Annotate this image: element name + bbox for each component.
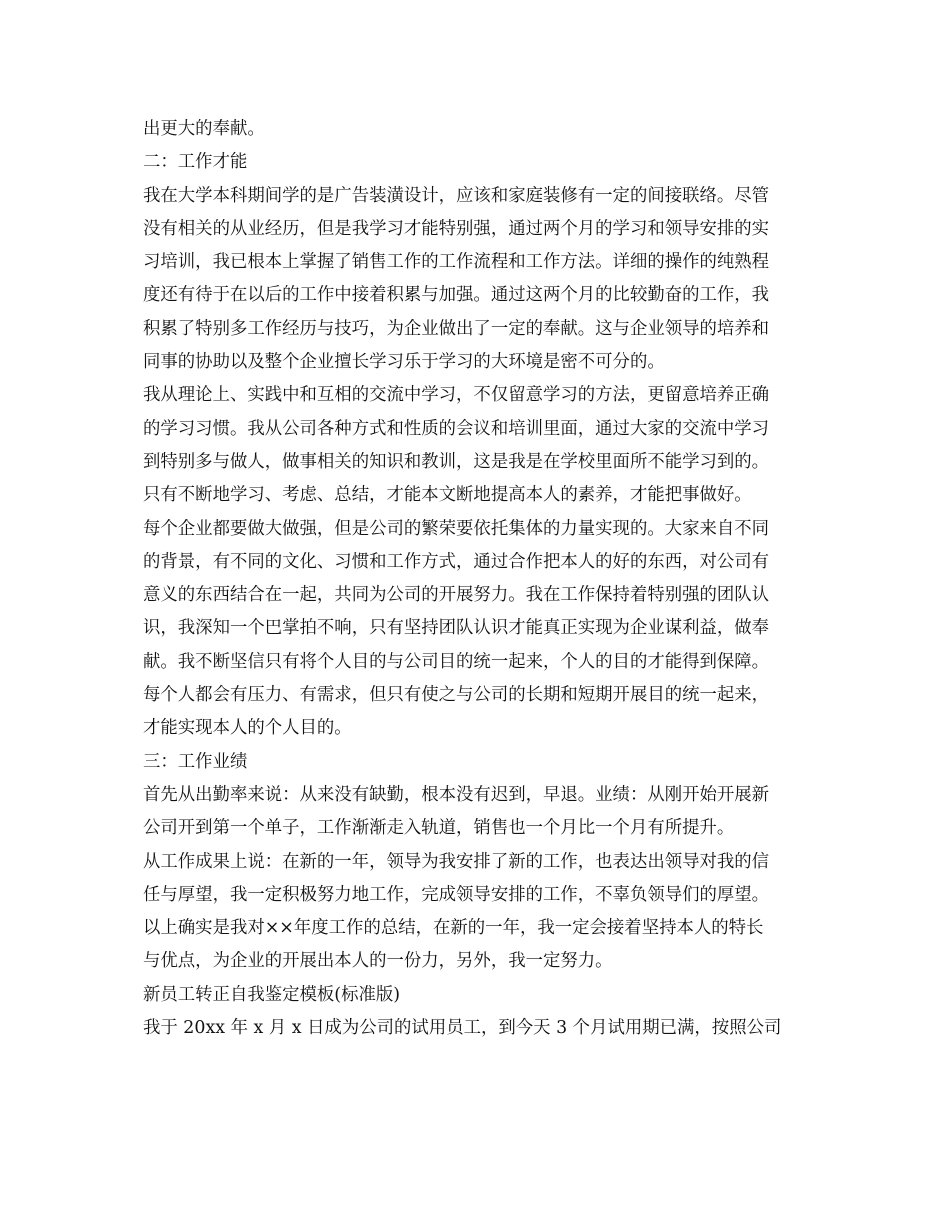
paragraph-line: 献。我不断坚信只有将个人目的与公司目的统一起来，个人的目的才能得到保障。 (143, 651, 770, 672)
paragraph-line: 与优点，为企业的开展出本人的一份力，另外，我一定努力。 (143, 951, 613, 972)
paragraph-line: 我从理论上、实践中和互相的交流中学习，不仅留意学习的方法，更留意培养正确 (143, 385, 770, 406)
paragraph-line: 没有相关的从业经历，但是我学习才能特别强，通过两个月的学习和领导安排的实 (143, 218, 770, 239)
paragraph-line: 意义的东西结合在一起，共同为公司的开展努力。我在工作保持着特别强的团队认 (143, 585, 770, 606)
document-body (143, 113, 813, 1045)
paragraph-line: 任与厚望，我一定积极努力地工作，完成领导安排的工作，不辜负领导们的厚望。 (143, 884, 770, 905)
document-title-template: 新员工转正自我鉴定模板(标准版) (143, 984, 401, 1005)
paragraph-line: 度还有待于在以后的工作中接着积累与加强。通过这两个月的比较勤奋的工作，我 (143, 285, 770, 306)
paragraph-line: 每个人都会有压力、有需求，但只有使之与公司的长期和短期开展目的统一起来， (143, 685, 770, 706)
paragraph-line: 才能实现本人的个人目的。 (143, 718, 352, 739)
paragraph-line: 出更大的奉献。 (143, 119, 265, 139)
paragraph-line: 的背景，有不同的文化、习惯和工作方式，通过合作把本人的好的东西，对公司有 (143, 551, 770, 572)
section-heading-work-performance: 三：工作业绩 (143, 751, 248, 772)
paragraph-line: 从工作成果上说：在新的一年，领导为我安排了新的工作，也表达出领导对我的信 (143, 851, 770, 872)
paragraph-line: 只有不断地学习、考虑、总结，才能本文断地提高本人的素养，才能把事做好。 (143, 485, 752, 506)
paragraph-line: 识，我深知一个巴掌拍不响，只有坚持团队认识才能真正实现为企业谋利益，做奉 (143, 618, 770, 639)
paragraph-line: 每个企业都要做大做强，但是公司的繁荣要依托集体的力量实现的。大家来自不同 (143, 518, 770, 539)
paragraph-line: 同事的协助以及整个企业擅长学习乐于学习的大环境是密不可分的。 (143, 352, 665, 373)
paragraph-line: 我于 20xx 年 x 月 x 日成为公司的试用员工，到今天 3 个月试用期已满，按照公司 (143, 1018, 782, 1039)
paragraph-line: 我在大学本科期间学的是广告装潢设计，应该和家庭装修有一定的间接联络。尽管 (143, 185, 770, 206)
paragraph-line: 到特别多与做人，做事相关的知识和教训，这是我是在学校里面所不能学习到的。 (143, 451, 770, 472)
paragraph-line: 以上确实是我对××年度工作的总结，在新的一年，我一定会接着坚持本人的特长 (143, 918, 764, 939)
paragraph-line: 公司开到第一个单子，工作渐渐走入轨道，销售也一个月比一个月有所提升。 (143, 818, 735, 839)
paragraph-line: 的学习习惯。我从公司各种方式和性质的会议和培训里面，通过大家的交流中学习 (143, 418, 770, 439)
paragraph-line: 积累了特别多工作经历与技巧，为企业做出了一定的奉献。这与企业领导的培养和 (143, 318, 770, 339)
section-heading-work-ability: 二：工作才能 (143, 152, 248, 173)
paragraph-line: 习培训，我已根本上掌握了销售工作的工作流程和工作方法。详细的操作的纯熟程 (143, 252, 770, 273)
paragraph-line: 首先从出勤率来说：从来没有缺勤，根本没有迟到，早退。业绩：从刚开始开展新 (143, 784, 770, 805)
